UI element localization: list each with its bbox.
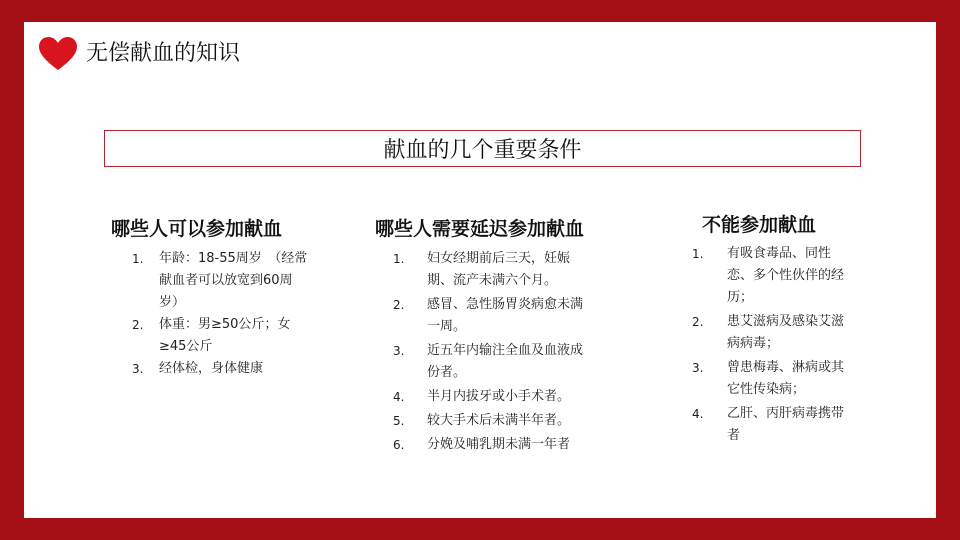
list-item — [375, 294, 615, 338]
list-item — [375, 340, 615, 384]
item-text: 感冒、急性肠胃炎病愈未满一周。 — [427, 297, 584, 334]
column-title: 哪些人可以参加献血 — [111, 218, 283, 240]
heart-icon — [38, 36, 78, 72]
item-text: 患艾滋病及感染艾滋病病毒； — [727, 314, 845, 351]
item-number: 4. — [393, 390, 405, 404]
list-item — [375, 248, 615, 292]
list-item — [375, 434, 615, 456]
item-text: 年龄：18-55周岁 （经常献血者可以放宽到60周岁） — [159, 251, 308, 310]
item-text: 妇女经期前后三天，妊娠期、流产未满六个月。 — [427, 251, 571, 288]
item-text: 有吸食毒品、同性恋、多个性伙伴的经历； — [727, 246, 845, 305]
item-number: 6. — [393, 438, 405, 452]
column-ineligible — [690, 212, 880, 449]
deferred-list — [375, 248, 615, 456]
list-item — [690, 357, 880, 401]
item-number: 2. — [132, 318, 144, 332]
eligible-list — [111, 248, 321, 380]
item-text: 经体检，身体健康 — [159, 361, 264, 376]
item-number: 2. — [692, 315, 704, 329]
item-number: 2. — [393, 298, 405, 312]
item-number: 3. — [692, 361, 704, 375]
item-text: 体重：男≥50公斤；女≥45公斤 — [159, 317, 291, 354]
item-number: 1. — [132, 252, 144, 266]
item-text: 曾患梅毒、淋病或其它性传染病； — [727, 360, 845, 397]
item-number: 5. — [393, 414, 405, 428]
section-banner — [104, 130, 861, 167]
item-text: 半月内拔牙或小手术者。 — [427, 389, 571, 404]
item-number: 3. — [132, 362, 144, 376]
item-text: 乙肝、丙肝病毒携带者 — [727, 406, 845, 443]
list-item — [690, 243, 880, 309]
list-item — [375, 410, 615, 432]
list-item — [375, 386, 615, 408]
list-item — [111, 358, 321, 380]
list-item — [690, 403, 880, 447]
column-title: 哪些人需要延迟参加献血 — [375, 218, 585, 240]
item-number: 4. — [692, 407, 704, 421]
page-title: 无偿献血的知识 — [86, 41, 241, 66]
banner-title: 献血的几个重要条件 — [383, 138, 582, 163]
item-number: 3. — [393, 344, 405, 358]
item-text: 分娩及哺乳期未满一年者 — [427, 437, 571, 452]
item-text: 近五年内输注全血及血液成份者。 — [427, 343, 584, 380]
ineligible-list — [690, 243, 880, 447]
item-number: 1. — [393, 252, 405, 266]
list-item — [690, 311, 880, 355]
item-text: 较大手术后未满半年者。 — [427, 413, 571, 428]
list-item — [111, 248, 321, 314]
column-deferred — [375, 216, 615, 458]
item-number: 1. — [692, 247, 704, 261]
column-eligible — [111, 216, 321, 380]
column-title: 不能参加献血 — [702, 214, 817, 236]
list-item — [111, 314, 321, 358]
